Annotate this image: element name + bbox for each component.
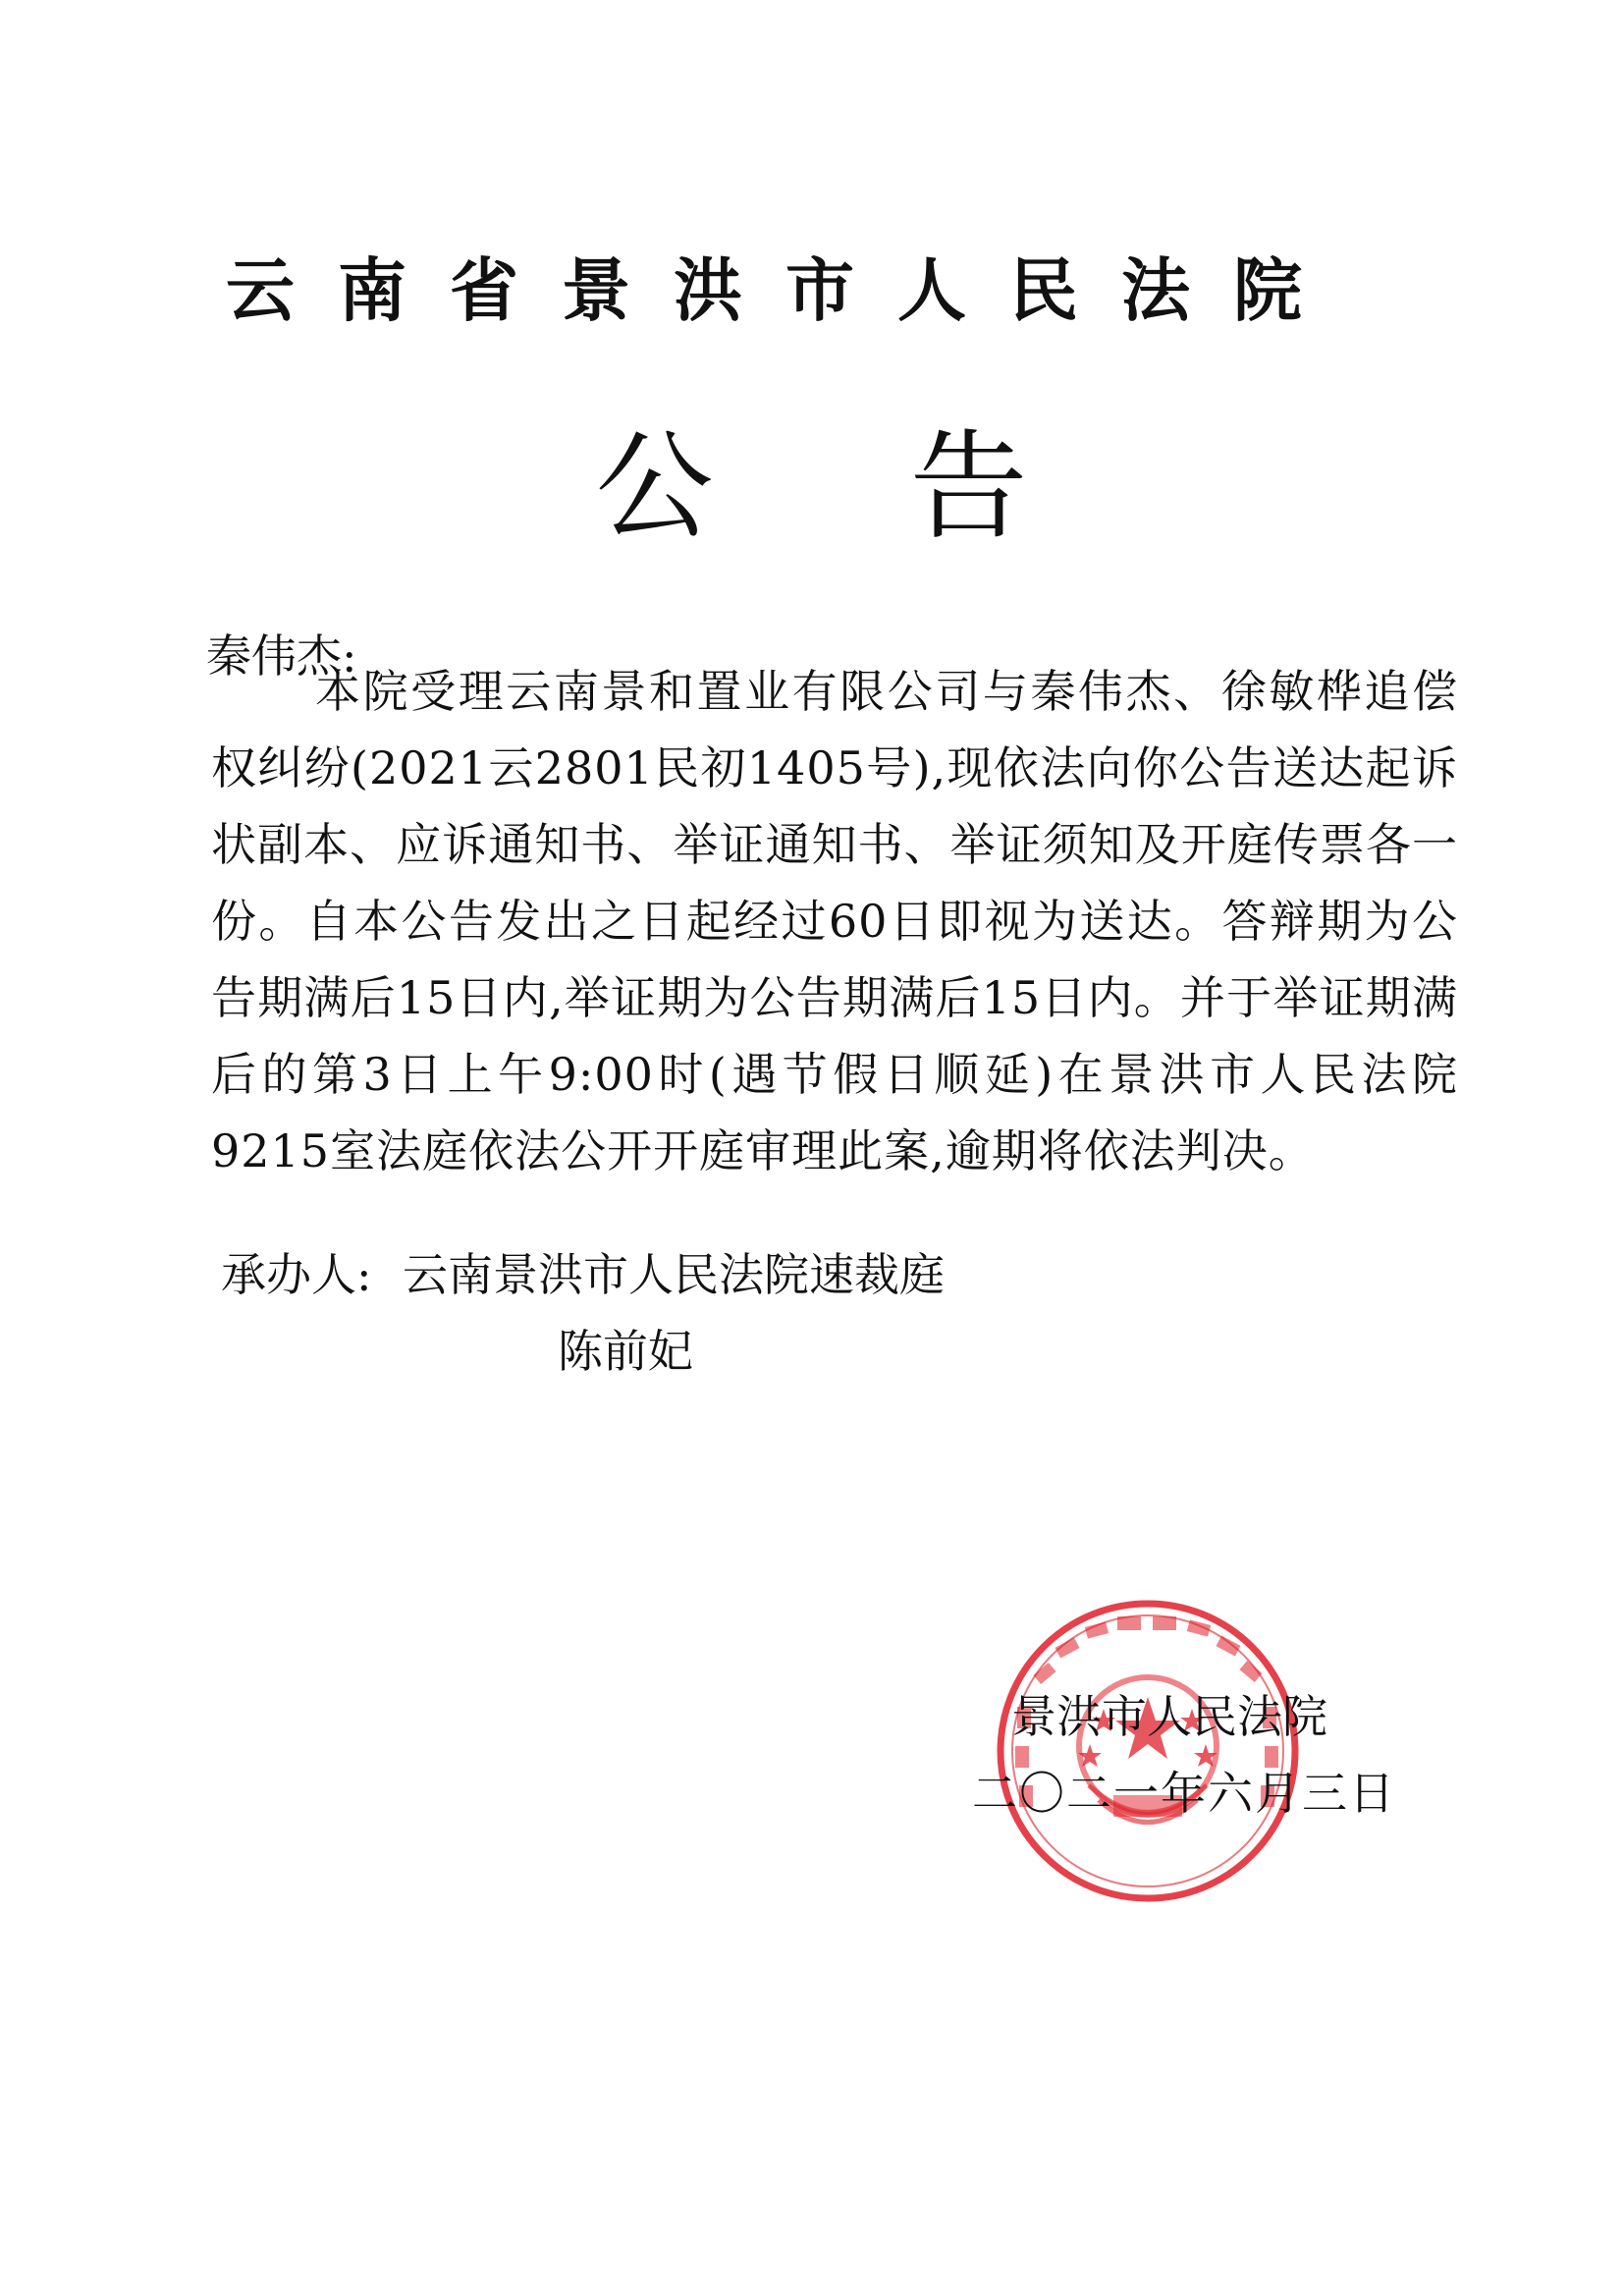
addressee: 秦伟杰: [206,629,357,683]
handler-department: 云南景洪市人民法院速裁庭 [403,1248,945,1301]
handler-name: 陈前妃 [558,1325,693,1378]
signature-court: 景洪市人民法院 [1011,1690,1327,1743]
signature-date: 二〇二一年六月三日 [972,1767,1396,1820]
notice-body: 本院受理云南景和置业有限公司与秦伟杰、徐敏桦追偿权纠纷(2021云2801民初1405号),现依法向你公告送达起诉状副本、应诉通知书、举证通知书、举证须知及开庭传票各一份。自本公告发出之日起经过60日即视为送达。答辩期为公告期满后15日内,举证期为公告期满后15日内。并于举证期满后的第3日上午9:00时(遇节假日顺延)在景洪市人民法院9215室法庭依法公开开庭审理此案,逾期将依法判决。 [211,665,1458,1177]
court-title: 云南省景洪市人民法院 [226,250,1345,331]
document-title: 公告 [595,419,1224,556]
handler-label: 承办人: [221,1248,372,1301]
court-seal-icon [996,1599,1300,1903]
